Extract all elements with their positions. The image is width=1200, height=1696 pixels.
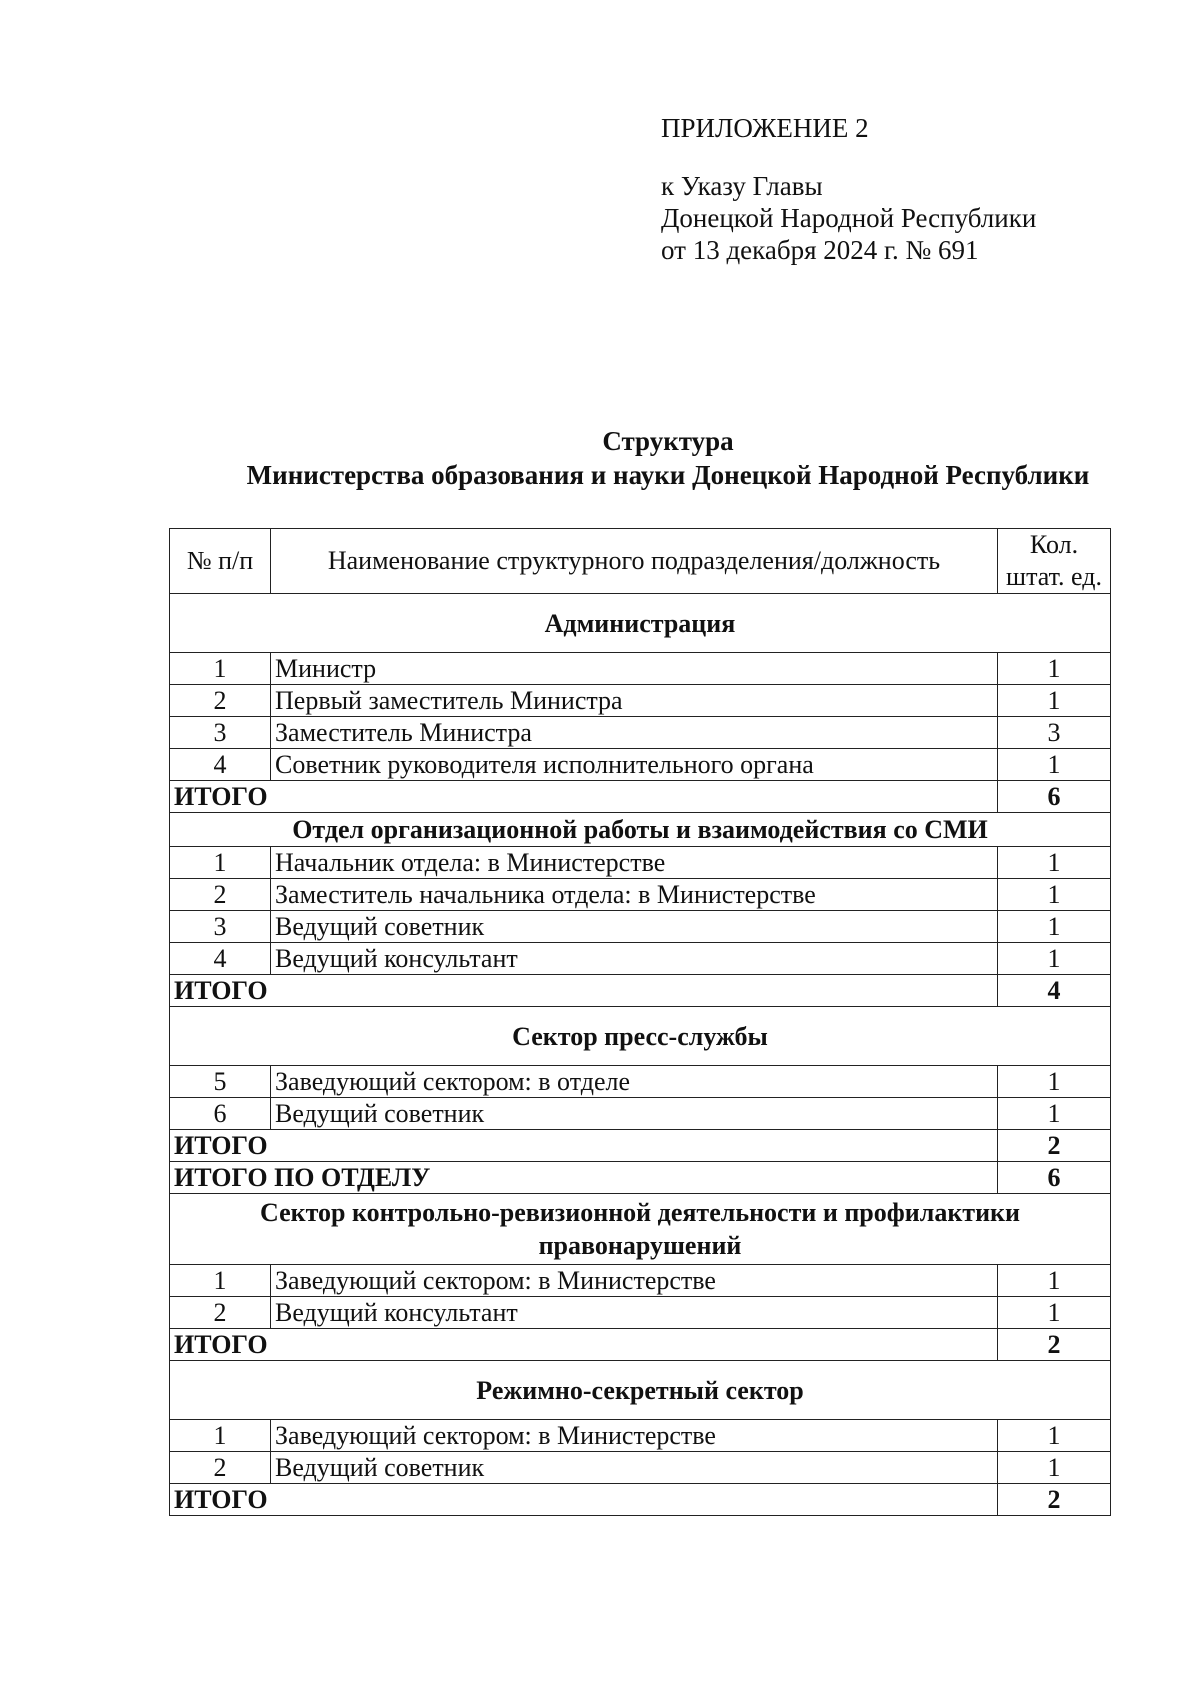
- position-name: Ведущий советник: [271, 911, 998, 943]
- row-number: 4: [170, 943, 271, 975]
- table-row: [170, 1265, 1111, 1297]
- section-header-row: [170, 1361, 1111, 1420]
- table-row: [170, 1297, 1111, 1329]
- row-number: 1: [170, 653, 271, 685]
- table-row: [170, 1452, 1111, 1484]
- row-number: 3: [170, 717, 271, 749]
- row-number: 3: [170, 911, 271, 943]
- table-row: [170, 685, 1111, 717]
- section-title: Режимно-секретный сектор: [170, 1361, 1111, 1420]
- title-line: Министерства образования и науки Донецкой Народной Республики: [246, 460, 1090, 490]
- position-name: Заведующий сектором: в отделе: [271, 1066, 998, 1098]
- section-title: Отдел организационной работы и взаимодействия со СМИ: [170, 813, 1111, 847]
- department-total-row: [170, 1162, 1111, 1194]
- row-number: 4: [170, 749, 271, 781]
- total-count: 4: [998, 975, 1111, 1007]
- staff-count: 1: [998, 879, 1111, 911]
- total-row: [170, 1484, 1111, 1516]
- staff-structure-table: [169, 528, 1111, 1516]
- staff-count: 1: [998, 847, 1111, 879]
- table-row: [170, 653, 1111, 685]
- total-count: 2: [998, 1484, 1111, 1516]
- row-number: 2: [170, 879, 271, 911]
- staff-count: 1: [998, 1420, 1111, 1452]
- total-label: ИТОГО: [170, 975, 998, 1007]
- staff-count: 1: [998, 749, 1111, 781]
- staff-count: 3: [998, 717, 1111, 749]
- total-label: ИТОГО: [170, 1130, 998, 1162]
- total-label: ИТОГО: [170, 1329, 998, 1361]
- staff-count: 1: [998, 1066, 1111, 1098]
- total-count: 6: [998, 781, 1111, 813]
- table-row: [170, 847, 1111, 879]
- appendix-label: ПРИЛОЖЕНИЕ 2: [661, 113, 869, 143]
- table-row: [170, 943, 1111, 975]
- department-total-count: 6: [998, 1162, 1111, 1194]
- total-row: [170, 781, 1111, 813]
- position-name: Заведующий сектором: в Министерстве: [271, 1420, 998, 1452]
- row-number: 1: [170, 847, 271, 879]
- row-number: 5: [170, 1066, 271, 1098]
- staff-count: 1: [998, 1452, 1111, 1484]
- decree-date-number: от 13 декабря 2024 г. № 691: [661, 235, 979, 265]
- department-total-label: ИТОГО ПО ОТДЕЛУ: [170, 1162, 998, 1194]
- row-number: 2: [170, 685, 271, 717]
- total-row: [170, 1130, 1111, 1162]
- table-row: [170, 911, 1111, 943]
- table-row: [170, 1066, 1111, 1098]
- section-header-row: [170, 594, 1111, 653]
- position-name: Ведущий советник: [271, 1452, 998, 1484]
- position-name: Ведущий консультант: [271, 1297, 998, 1329]
- row-number: 1: [170, 1265, 271, 1297]
- staff-count: 1: [998, 1098, 1111, 1130]
- column-header-number: № п/п: [170, 529, 271, 594]
- position-name: Ведущий консультант: [271, 943, 998, 975]
- total-row: [170, 1329, 1111, 1361]
- total-label: ИТОГО: [170, 1484, 998, 1516]
- position-name: Ведущий советник: [271, 1098, 998, 1130]
- total-count: 2: [998, 1329, 1111, 1361]
- row-number: 1: [170, 1420, 271, 1452]
- section-title: Администрация: [170, 594, 1111, 653]
- column-header-name: Наименование структурного подразделения/должность: [271, 529, 998, 594]
- row-number: 6: [170, 1098, 271, 1130]
- decree-reference-line: к Указу Главы: [661, 171, 823, 201]
- staff-count: 1: [998, 653, 1111, 685]
- staff-count: 1: [998, 943, 1111, 975]
- section-header-row: [170, 1007, 1111, 1066]
- row-number: 2: [170, 1297, 271, 1329]
- section-header-row: [170, 1194, 1111, 1265]
- table-header-row: [170, 529, 1111, 594]
- title-line: Структура: [602, 426, 734, 456]
- position-name: Заведующий сектором: в Министерстве: [271, 1265, 998, 1297]
- row-number: 2: [170, 1452, 271, 1484]
- position-name: Министр: [271, 653, 998, 685]
- column-header-count: Кол. штат. ед.: [998, 529, 1111, 594]
- table-row: [170, 879, 1111, 911]
- staff-count: 1: [998, 911, 1111, 943]
- position-name: Советник руководителя исполнительного органа: [271, 749, 998, 781]
- section-header-row: [170, 813, 1111, 847]
- section-title: Сектор пресс-службы: [170, 1007, 1111, 1066]
- total-count: 2: [998, 1130, 1111, 1162]
- total-label: ИТОГО: [170, 781, 998, 813]
- staff-count: 1: [998, 1265, 1111, 1297]
- table-row: [170, 717, 1111, 749]
- table-row: [170, 1420, 1111, 1452]
- staff-count: 1: [998, 1297, 1111, 1329]
- position-name: Первый заместитель Министра: [271, 685, 998, 717]
- appendix-block: [661, 112, 1036, 266]
- decree-reference-line: Донецкой Народной Республики: [661, 203, 1037, 233]
- position-name: Заместитель начальника отдела: в Министерстве: [271, 879, 998, 911]
- staff-count: 1: [998, 685, 1111, 717]
- table-row: [170, 749, 1111, 781]
- position-name: Начальник отдела: в Министерстве: [271, 847, 998, 879]
- section-title: Сектор контрольно-ревизионной деятельности и профилактики правонарушений: [170, 1194, 1111, 1265]
- document-title: [168, 424, 1168, 492]
- position-name: Заместитель Министра: [271, 717, 998, 749]
- total-row: [170, 975, 1111, 1007]
- table-row: [170, 1098, 1111, 1130]
